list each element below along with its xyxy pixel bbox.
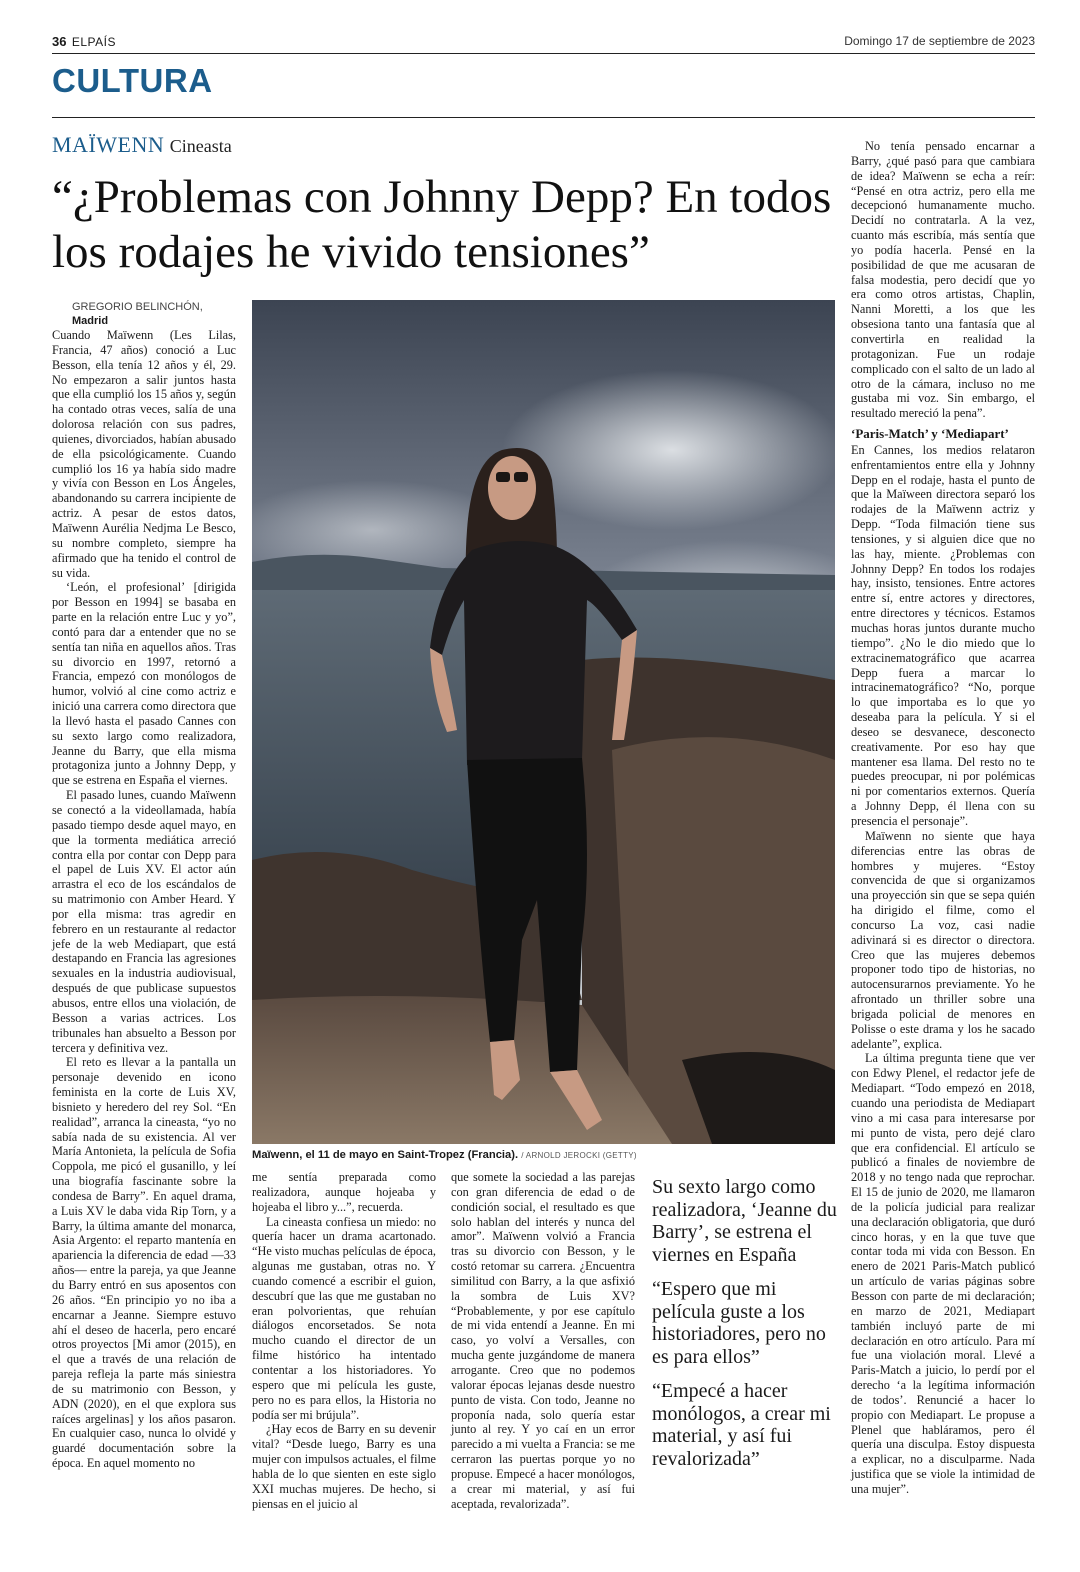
- byline: [72, 300, 236, 328]
- section-rule: [52, 117, 1035, 118]
- kicker-name: MAÏWENN: [52, 132, 165, 157]
- byline-place: Madrid: [72, 315, 109, 327]
- pull-quote: “Empecé a hacer monólogos, a crear mi material, y así fui revalorizada”: [652, 1380, 831, 1470]
- subhead: ‘Paris-Match’ y ‘Mediapart’: [851, 426, 1009, 442]
- col5-paragraph: La última pregunta tiene que ver con Edwy Plenel, el redactor jefe de Mediapart. “Todo empezó en 2018, cuando una periodista de Mediapart vino a mi casa para interesarse por mi punto de vista, pero dejé claro que era confidencial. El artículo se publicó a finales de noviembre de 2018 y no tengo nada que reprochar. El 15 de junio de 2020, me llamaron de la policía judicial para realizar una declaración obligatoria, que duró cinco horas, y en la que tuve que contar toda mi vida con Besson. En enero de 2021 Paris-Match publicó un artículo de varias páginas sobre Besson con parte de mi declaración; en marzo de 2021, Mediapart también incluyó parte de mi declaración en otro artículo. Para mí fue una violación moral. Llevé a Paris-Match a juicio, lo perdí por el derecho ‘a la legítima información de todos’. Renuncié a hacer lo propio con Mediapart. Le propuse a Plenel que habláramos, pero él quería una disculpa. Estoy dispuesta a explicar, no a disculparme. Nada justifica que se viole la intimidad de una mujer”.: [851, 1051, 1035, 1496]
- col1-paragraph: El pasado lunes, cuando Maïwenn se conectó a la videollamada, había pasado tiempo desde aquel mayo, en que la tormenta mediática arreció contra ella por contar con Depp para el papel de Luis XV. El actor aún arrastra el eco de los escándalos de su matrimonio con Amber Heard. Y por ella misma: tras agredir en febrero en un restaurante al redactor jefe de la web Mediapart, que está destapando en Francia las agresiones sexuales en la industria audiovisual, después de que publicase supuestos abusos, entre ellos una violación, de Besson a varias actrices. Los tribunales han absuelto a Besson por tercera y definitiva vez.: [52, 788, 236, 1055]
- main-photo: [252, 300, 835, 1144]
- masthead: [52, 34, 1035, 50]
- col1-paragraph: ‘León, el profesional’ [dirigida por Besson en 1994] se basaba en parte en la relación entre Luc y yo”, contó para dar a entender que no se sentía tan niña en aquellos años. Tras su divorcio en 1997, retornó a Francia, empezó con monólogos de humor, volvió al cine como actriz e inició una carrera como directora que la llevó hasta el pasado Cannes con su sexto largo como realizadora, Jeanne du Barry, que ella misma protagoniza junto a Johnny Depp, y que se estrena en España el viernes.: [52, 580, 237, 788]
- col1-paragraph: Cuando Maïwenn (Les Lilas, Francia, 47 años) conoció a Luc Besson, ella tenía 12 años y él, 29. No empezaron a salir juntos hasta que ella cumplió los 15 años y, según ha contado otras veces, salía de una dolorosa relación con sus padres, quienes, divorciados, habían abusado de ella psicológicamente. Cuando cumplió los 16 ya había sido madre y vivía con Besson en Los Ángeles, abandonando su carrera incipiente de actriz. A pesar de estos datos, Maïwenn Aurélia Nedjma Le Besco, su nombre completo, siempre ha afirmado que ha tenido el control de su vida.: [52, 328, 236, 580]
- headline: “¿Problemas con Johnny Depp? En todos los rodajes he vivido tensiones”: [52, 171, 832, 278]
- issue-date: Domingo 17 de septiembre de 2023: [844, 34, 1035, 48]
- col5-paragraph: En Cannes, los medios relataron enfrentamientos entre ella y Johnny Depp en el rodaje, hasta el punto de que la Maïween directora separó los rodajes de la Maïwenn actriz y Depp. “Toda filmación tiene sus tensiones, y si alguien dice que no las hay, miente. ¿Problemas con Johnny Depp? En todos los rodajes hay, insisto, tensiones. Entre actores entre sí, entre actores y directores, entre directores y técnicos. Estamos muchas horas juntos durante mucho tiempo”. ¿No le dio miedo que lo extracinematográfico que acarrea Depp fuera a marcar lo intracinematográfico? “No, porque lo que importaba es lo que yo deseaba para la película. Y si el deseo se desvanece, desconecto creativamente. Por eso hay que mantener esa llama. Del resto no te puedes preocupar, ni por polémicas ni por comentarios externos. Quería a Johnny Depp, él llena con su presencia el personaje”.: [851, 442, 1035, 828]
- col2-paragraph: La cineasta confiesa un miedo: no quería hacer un drama acartonado. “He visto muchas películas de época, algunas me gustaban, otras no. Y cuando comencé a escribir el guion, descubrí que las que me gustaban no eran polvorientas, que rehuían diálogos encorsetados. Se nota mucho cuando el director de un filme histórico ha intentado contentar a los historiadores. Yo espero que mi película les guste, pero no es para ellos, la Historia no podía ser mi brújula”.: [252, 1214, 436, 1422]
- page-number: 36: [52, 34, 67, 49]
- photo-credit: / ARNOLD JEROCKI (GETTY): [521, 1151, 637, 1160]
- kicker-role: Cineasta: [169, 136, 232, 156]
- column-5: [851, 139, 1035, 1497]
- column-1: [52, 300, 236, 1471]
- caption-text: Maïwenn, el 11 de mayo en Saint-Tropez (Francia).: [252, 1149, 519, 1161]
- col1-paragraph: El reto es llevar a la pantalla un personaje devenido en icono feminista en la corte de Luis XV, bisnieto y heredero del rey Sol. “En realidad”, arranca la cineasta, “yo no sabía nada de su existencia. Al ver María Antonieta, la película de Sofia Coppola, me picó el gusanillo, y leí una biografía fascinante sobre la condesa de Barry”. En aquel drama, a Luis XV le daba vida Rip Torn, y a Barry, la última amante del monarca, Asia Argento: el reparto mantenía en apariencia la diferencia de edad —33 años— entre la pareja, ya que Jeanne du Barry entró en sus aposentos con 26 años. “En principio yo no iba a encarnar a Jeanne. Siempre estuvo ahí el deseo de hacerla, pero encaré otros proyectos [Mi amor (2015), en el que a través de una relación de pareja refleja la parte más siniestra de su matrimonio con Besson, y ADN (2020), en el que explora sus raíces argelinas] y los años pasaron. En cualquier caso, nunca lo olvidé y guardé documentación sobre la época. En aquel momento no: [52, 1055, 236, 1471]
- kicker: [52, 132, 232, 158]
- col3-paragraph: que somete la sociedad a las parejas con gran diferencia de edad o de condición social, el resultado es que solo hablan del interés y nunca del amor”. Maïwenn volvió a Francia tras su divorcio con Besson, y le costó retomar su carrera. ¿Encuentra similitud con Barry, a la que asfixió la sombra de Luis XV? “Probablemente, y por ese capítulo de mi vida entendí a Jeanne. En mi caso, yo volví a Versalles, con mucha gente juzgándome de manera arrogante. Creo que no podemos valorar épocas lejanas desde nuestro punto de vista. Con todo, Jeanne no proponía nada, solo quería estar junto al rey. Y yo caí en un error parecido a mi vuelta a Francia: se me cerraron las puertas porque yo no propuse. Empecé a hacer monólogos, a crear mi material, y así fui aceptada, revalorizada”.: [451, 1170, 635, 1511]
- col2-paragraph: ¿Hay ecos de Barry en su devenir vital? “Desde luego, Barry es una mujer con impulsos actuales, el filme habla de lo que sienten en este siglo XXI muchas mujeres. De hecho, si piensas en el juicio al: [252, 1422, 436, 1511]
- photo-caption: [252, 1148, 835, 1163]
- col5-paragraph: No tenía pensado encarnar a Barry, ¿qué pasó para que cambiara de idea? Maïwenn se echa a reír: “Pensé en otra actriz, pero ella me decepcionó humanamente mucho. Decidí no contratarla. A la vez, cuanto más escribía, más sentía que yo podía hacerla. Pensé en la posibilidad de que me acusaran de falsa modestia, pero decidí que yo era como otros artistas, Chaplin, Nanni Moretti, a los que les obsesiona tanto una fantasía que al convertirla en realidad la protagonizan. Fue un rodaje complicado con el salto de un lado al otro de la cámara, incluso no me gustaba mi voz. Sin embargo, el resultado mereció la pena”.: [851, 139, 1035, 421]
- col2-paragraph: me sentía preparada como realizadora, aunque hojeaba y hojeaba el libro y...”, recuerda.: [252, 1170, 436, 1214]
- column-3: [451, 1170, 635, 1511]
- pull-quote: “Espero que mi película guste a los historiadores, pero no es para ellos”: [652, 1278, 826, 1368]
- column-2: [252, 1170, 436, 1511]
- pull-quotes: [652, 1176, 838, 1482]
- paper-name: ELPAÍS: [71, 35, 116, 49]
- masthead-rule: [52, 53, 1035, 54]
- byline-author: GREGORIO BELINCHÓN,: [72, 301, 203, 313]
- col5-paragraph: Maïwenn no siente que haya diferencias entre las obras de hombres y mujeres. “Estoy convencida de que si organizamos una proyección sin que se sepa quién ha dirigido el filme, como el concurso La voz, casi nadie adivinará si es director o directora. Creo que las mujeres debemos proponer todo tipo de historias, no autocensurarnos previamente. Yo he afrontado un thriller sobre una brigada policial de menores en Polisse o este drama y los he sacado adelante”, explica.: [851, 828, 1035, 1051]
- pull-quote: Su sexto largo como realizadora, ‘Jeanne du Barry’, se estrena el viernes en España: [652, 1176, 837, 1266]
- section-title: CULTURA: [52, 62, 213, 99]
